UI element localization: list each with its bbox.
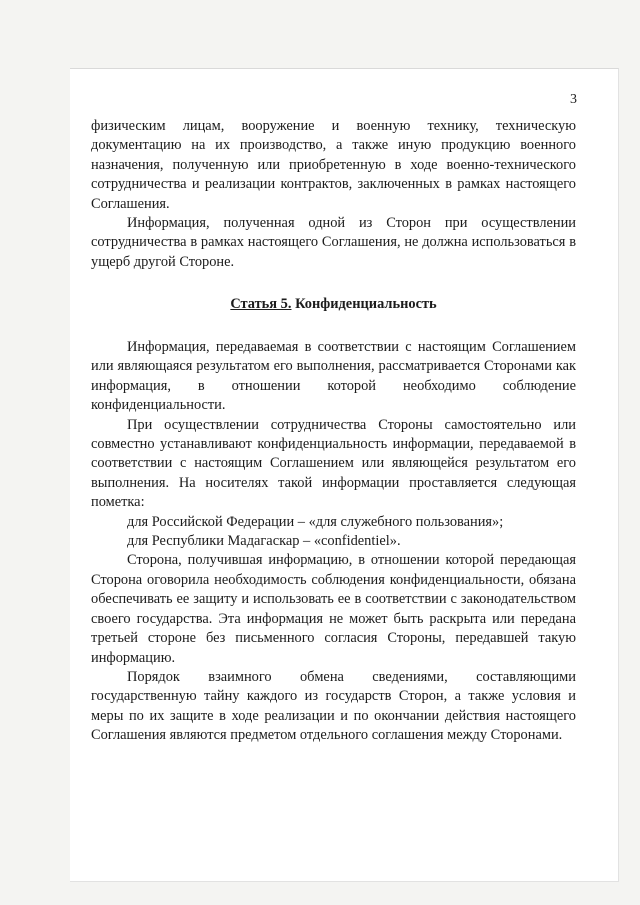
paragraph-continued: физическим лицам, вооружение и военную технику, техническую документацию на их производство, а также иную продукцию военного назначения, полученную или приобретенную в ходе военно-технического сотрудничества и реализации контрактов, заключенных в рамках настоящего Соглашения. (91, 118, 576, 212)
paragraph-marking: При осуществлении сотрудничества Стороны самостоятельно или совместно устанавливают конфиденциальность информации, передаваемой в соответствии с настоящим Соглашением или являющейся результатом его выполнения. На носителях такой информации проставляется следующая пометка: (91, 416, 576, 511)
paragraph-state-secret: Порядок взаимного обмена сведениями, составляющими государственную тайну каждого из государств Сторон, а также условия и меры по их защите в ходе реализации и по окончании действия настоящего Соглашения являются предметом отдельного соглашения между Сторонами. (91, 668, 576, 744)
article-number: Статья 5. (230, 296, 292, 312)
article-title: Конфиденциальность (295, 296, 437, 312)
marking-russia: для Российской Федерации – «для служебного пользования»; (127, 513, 504, 530)
page-number: 3 (570, 92, 577, 107)
article-body (91, 338, 576, 746)
paragraph-damage-clause: Информация, полученная одной из Сторон при осуществлении сотрудничества в рамках настоящего Соглашения, не должна использоваться в ущерб другой Стороне. (91, 215, 576, 270)
article-heading (91, 294, 576, 314)
paragraph-receiving-party: Сторона, получившая информацию, в отношении которой передающая Сторона оговорила необходимость соблюдения конфиденциальности, обязана обеспечивать ее защиту и использовать ее в соответствии с законодательством своего государства. Эта информация не может быть раскрыта или передана третьей стороне без письменного согласия Стороны, передавшей такую информацию. (91, 552, 576, 666)
paragraph-confidential-info: Информация, передаваемая в соответствии с настоящим Соглашением или являющаяся результатом его выполнения, рассматривается Сторонами как информация, в отношении которой необходимо соблюдение конфиденциальности. (91, 339, 576, 414)
marking-madagascar: для Республики Мадагаскар – «confidentiel». (127, 533, 401, 550)
continued-text (91, 117, 576, 272)
